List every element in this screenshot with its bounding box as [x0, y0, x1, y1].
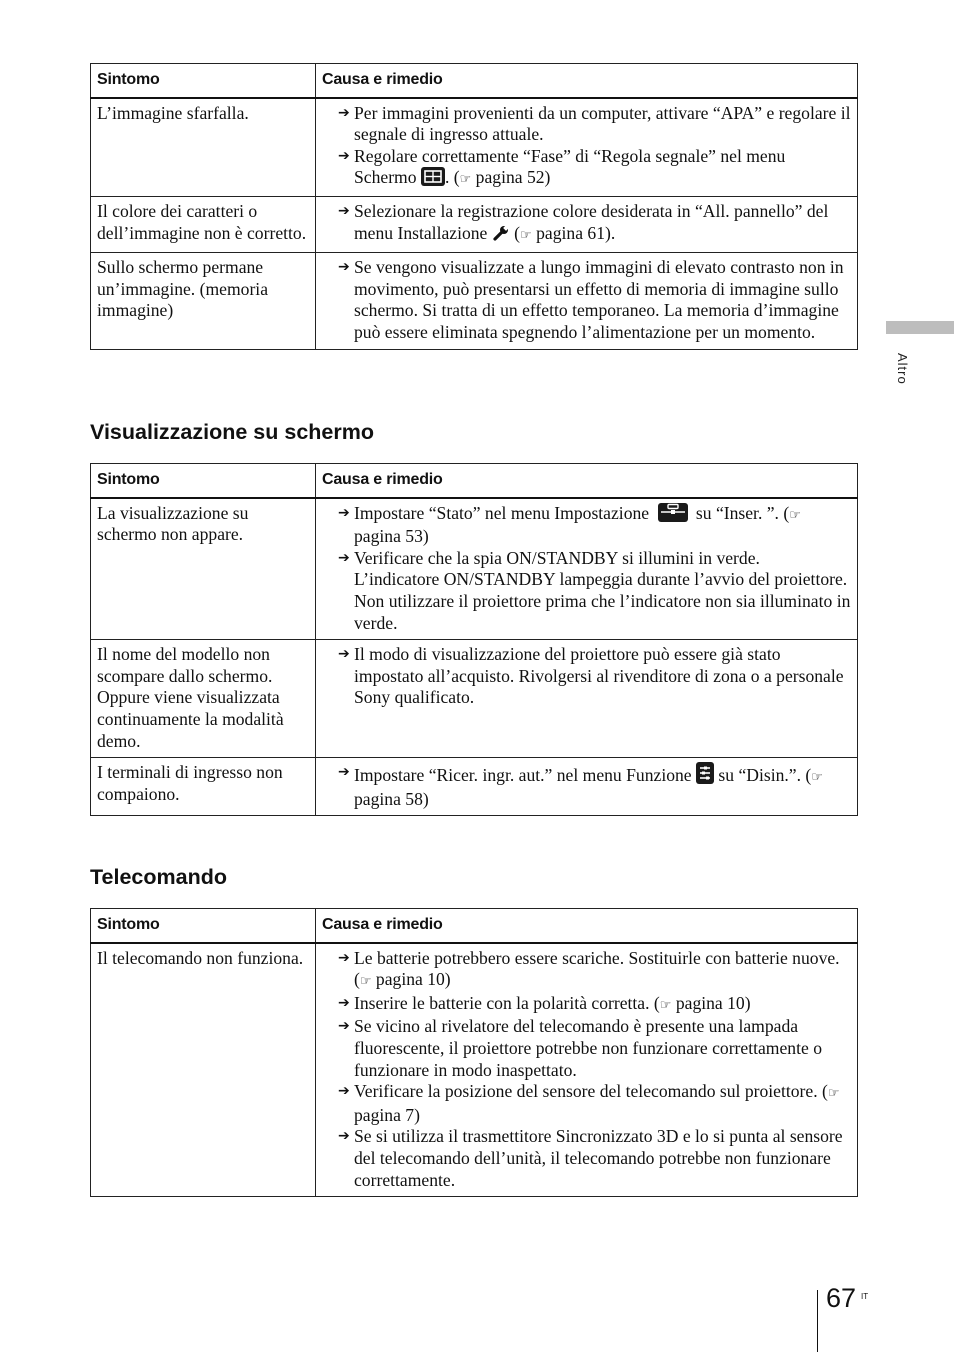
remedy-item: ➔ Le batterie potrebbero essere scariche. Sostituirle con batterie nuove. (☞ pagina 10) — [338, 947, 840, 990]
symptom-cell: I terminali di ingresso non compaiono. — [91, 758, 316, 816]
page-ref-icon: ☞ — [811, 770, 823, 786]
page-ref-icon: ☞ — [659, 997, 672, 1013]
remedy-item: ➔ Regolare correttamente “Fase” di “Regola segnale” nel menu Schermo . (☞ pagina 52) — [338, 145, 786, 188]
col-header-symptom: Sintomo — [91, 464, 316, 498]
remedy-cell — [316, 98, 858, 197]
remedy-cell — [316, 196, 858, 252]
page-ref-icon: ☞ — [459, 172, 472, 188]
remedy-item: ➔ Verificare la posizione del sensore del telecomando sul proiettore. (☞ pagina 7) — [338, 1081, 840, 1125]
col-header-symptom: Sintomo — [91, 64, 316, 98]
table-row — [91, 498, 858, 640]
arrow-icon: ➔ — [338, 259, 350, 276]
page-language-code: IT — [861, 1292, 869, 1301]
wrench-icon — [492, 224, 510, 248]
remedy-item: ➔ Il modo di visualizzazione del proiettore può essere già stato impostato all’acquisto. Rivolgersi al rivenditore di zona o a personale Sony qualificato. — [338, 644, 844, 708]
col-header-remedy: Causa e rimedio — [316, 464, 858, 498]
arrow-icon: ➔ — [338, 1083, 350, 1100]
symptom-cell: L’immagine sfarfalla. — [91, 98, 316, 197]
page-number-rule — [817, 1290, 818, 1352]
arrow-icon: ➔ — [338, 949, 350, 966]
remedy-cell — [316, 943, 858, 1197]
remedy-item: ➔ Inserire le batterie con la polarità corretta. (☞ pagina 10) — [338, 992, 751, 1013]
remedy-item: ➔ Se vengono visualizzate a lungo immagini di elevato contrasto non in movimento, può presentarsi un effetto di memoria di immagine sullo schermo. Si tratta di un effetto temporaneo. La memoria d’immagine può essere eliminata spegnendo l’alimentazione per un momento. — [338, 257, 844, 342]
table-row — [91, 640, 858, 758]
function-menu-icon — [696, 762, 714, 784]
remedy-item: ➔ Se vicino al rivelatore del telecomando è presente una lampada fluorescente, il proiettore potrebbe non funzionare correttamente o funzionare in modo inaspettato. — [338, 1016, 822, 1080]
table-row — [91, 196, 858, 252]
symptom-cell: Il colore dei caratteri o dell’immagine non è corretto. — [91, 196, 316, 252]
troubleshooting-table-remote — [90, 908, 858, 1197]
remedy-cell — [316, 758, 858, 816]
arrow-icon: ➔ — [338, 202, 350, 219]
table-header-row — [91, 64, 858, 98]
col-header-remedy: Causa e rimedio — [316, 909, 858, 943]
page-ref-icon: ☞ — [520, 227, 532, 243]
side-tab-marker — [886, 321, 954, 334]
screen-menu-icon — [421, 167, 445, 186]
page-ref-icon: ☞ — [827, 1086, 840, 1102]
arrow-icon: ➔ — [338, 994, 350, 1011]
table-header-row — [91, 909, 858, 943]
remedy-item: ➔ Per immagini provenienti da un computer, attivare “APA” e regolare il segnale di ingresso attuale. — [338, 102, 851, 145]
symptom-cell: Il nome del modello non scompare dallo schermo. Oppure viene visualizzata continuamente la modalità demo. — [91, 640, 316, 758]
remedy-item: ➔ Selezionare la registrazione colore desiderata in “All. pannello” del menu Installazione (☞ pagina 61). — [322, 201, 851, 247]
symptom-cell: La visualizzazione su schermo non appare. — [91, 498, 316, 640]
remedy-cell — [316, 253, 858, 349]
page-number: 67 — [826, 1283, 857, 1313]
arrow-icon: ➔ — [338, 147, 350, 164]
table-row — [91, 98, 858, 197]
arrow-icon: ➔ — [338, 504, 350, 521]
table-row — [91, 758, 858, 816]
table-header-row — [91, 464, 858, 498]
arrow-icon: ➔ — [338, 104, 350, 121]
symptom-cell: Il telecomando non funziona. — [91, 943, 316, 1197]
page-ref-icon: ☞ — [359, 974, 372, 990]
section-title-remote: Telecomando — [90, 865, 227, 889]
remedy-item: ➔ Verificare che la spia ON/STANDBY si illumini in verde. L’indicatore ON/STANDBY lampeggia durante l’avvio del proiettore. Non utilizzare il proiettore prima che l’indicatore non sia illuminato in verde. — [338, 547, 851, 633]
remedy-item: ➔ Impostare “Stato” nel menu Impostazione su “Inser. ”. (☞ pagina 53) — [338, 502, 801, 547]
arrow-icon: ➔ — [338, 1018, 350, 1035]
col-header-symptom: Sintomo — [91, 909, 316, 943]
arrow-icon: ➔ — [338, 1128, 350, 1145]
col-header-remedy: Causa e rimedio — [316, 64, 858, 98]
remedy-cell — [316, 498, 858, 640]
remedy-item: ➔ Impostare “Ricer. ingr. aut.” nel menu Funzione su “Disin.”. (☞ pagina 58) — [338, 764, 823, 809]
arrow-icon: ➔ — [338, 646, 350, 663]
setup-menu-icon — [658, 503, 688, 522]
remedy-item: ➔ Se si utilizza il trasmettitore Sincronizzato 3D e lo si punta al sensore del telecomando dell’unità, il telecomando potrebbe non funzionare correttamente. — [338, 1126, 843, 1190]
troubleshooting-table-osd — [90, 463, 858, 816]
section-title-osd: Visualizzazione su schermo — [90, 420, 374, 444]
arrow-icon: ➔ — [338, 764, 350, 781]
side-tab-label: Altro — [895, 353, 910, 385]
troubleshooting-table-image — [90, 63, 858, 350]
page-ref-icon: ☞ — [789, 507, 801, 523]
remedy-cell — [316, 640, 858, 758]
symptom-cell: Sullo schermo permane un’immagine. (memoria immagine) — [91, 253, 316, 349]
arrow-icon: ➔ — [338, 549, 350, 566]
table-row — [91, 253, 858, 349]
table-row — [91, 943, 858, 1197]
